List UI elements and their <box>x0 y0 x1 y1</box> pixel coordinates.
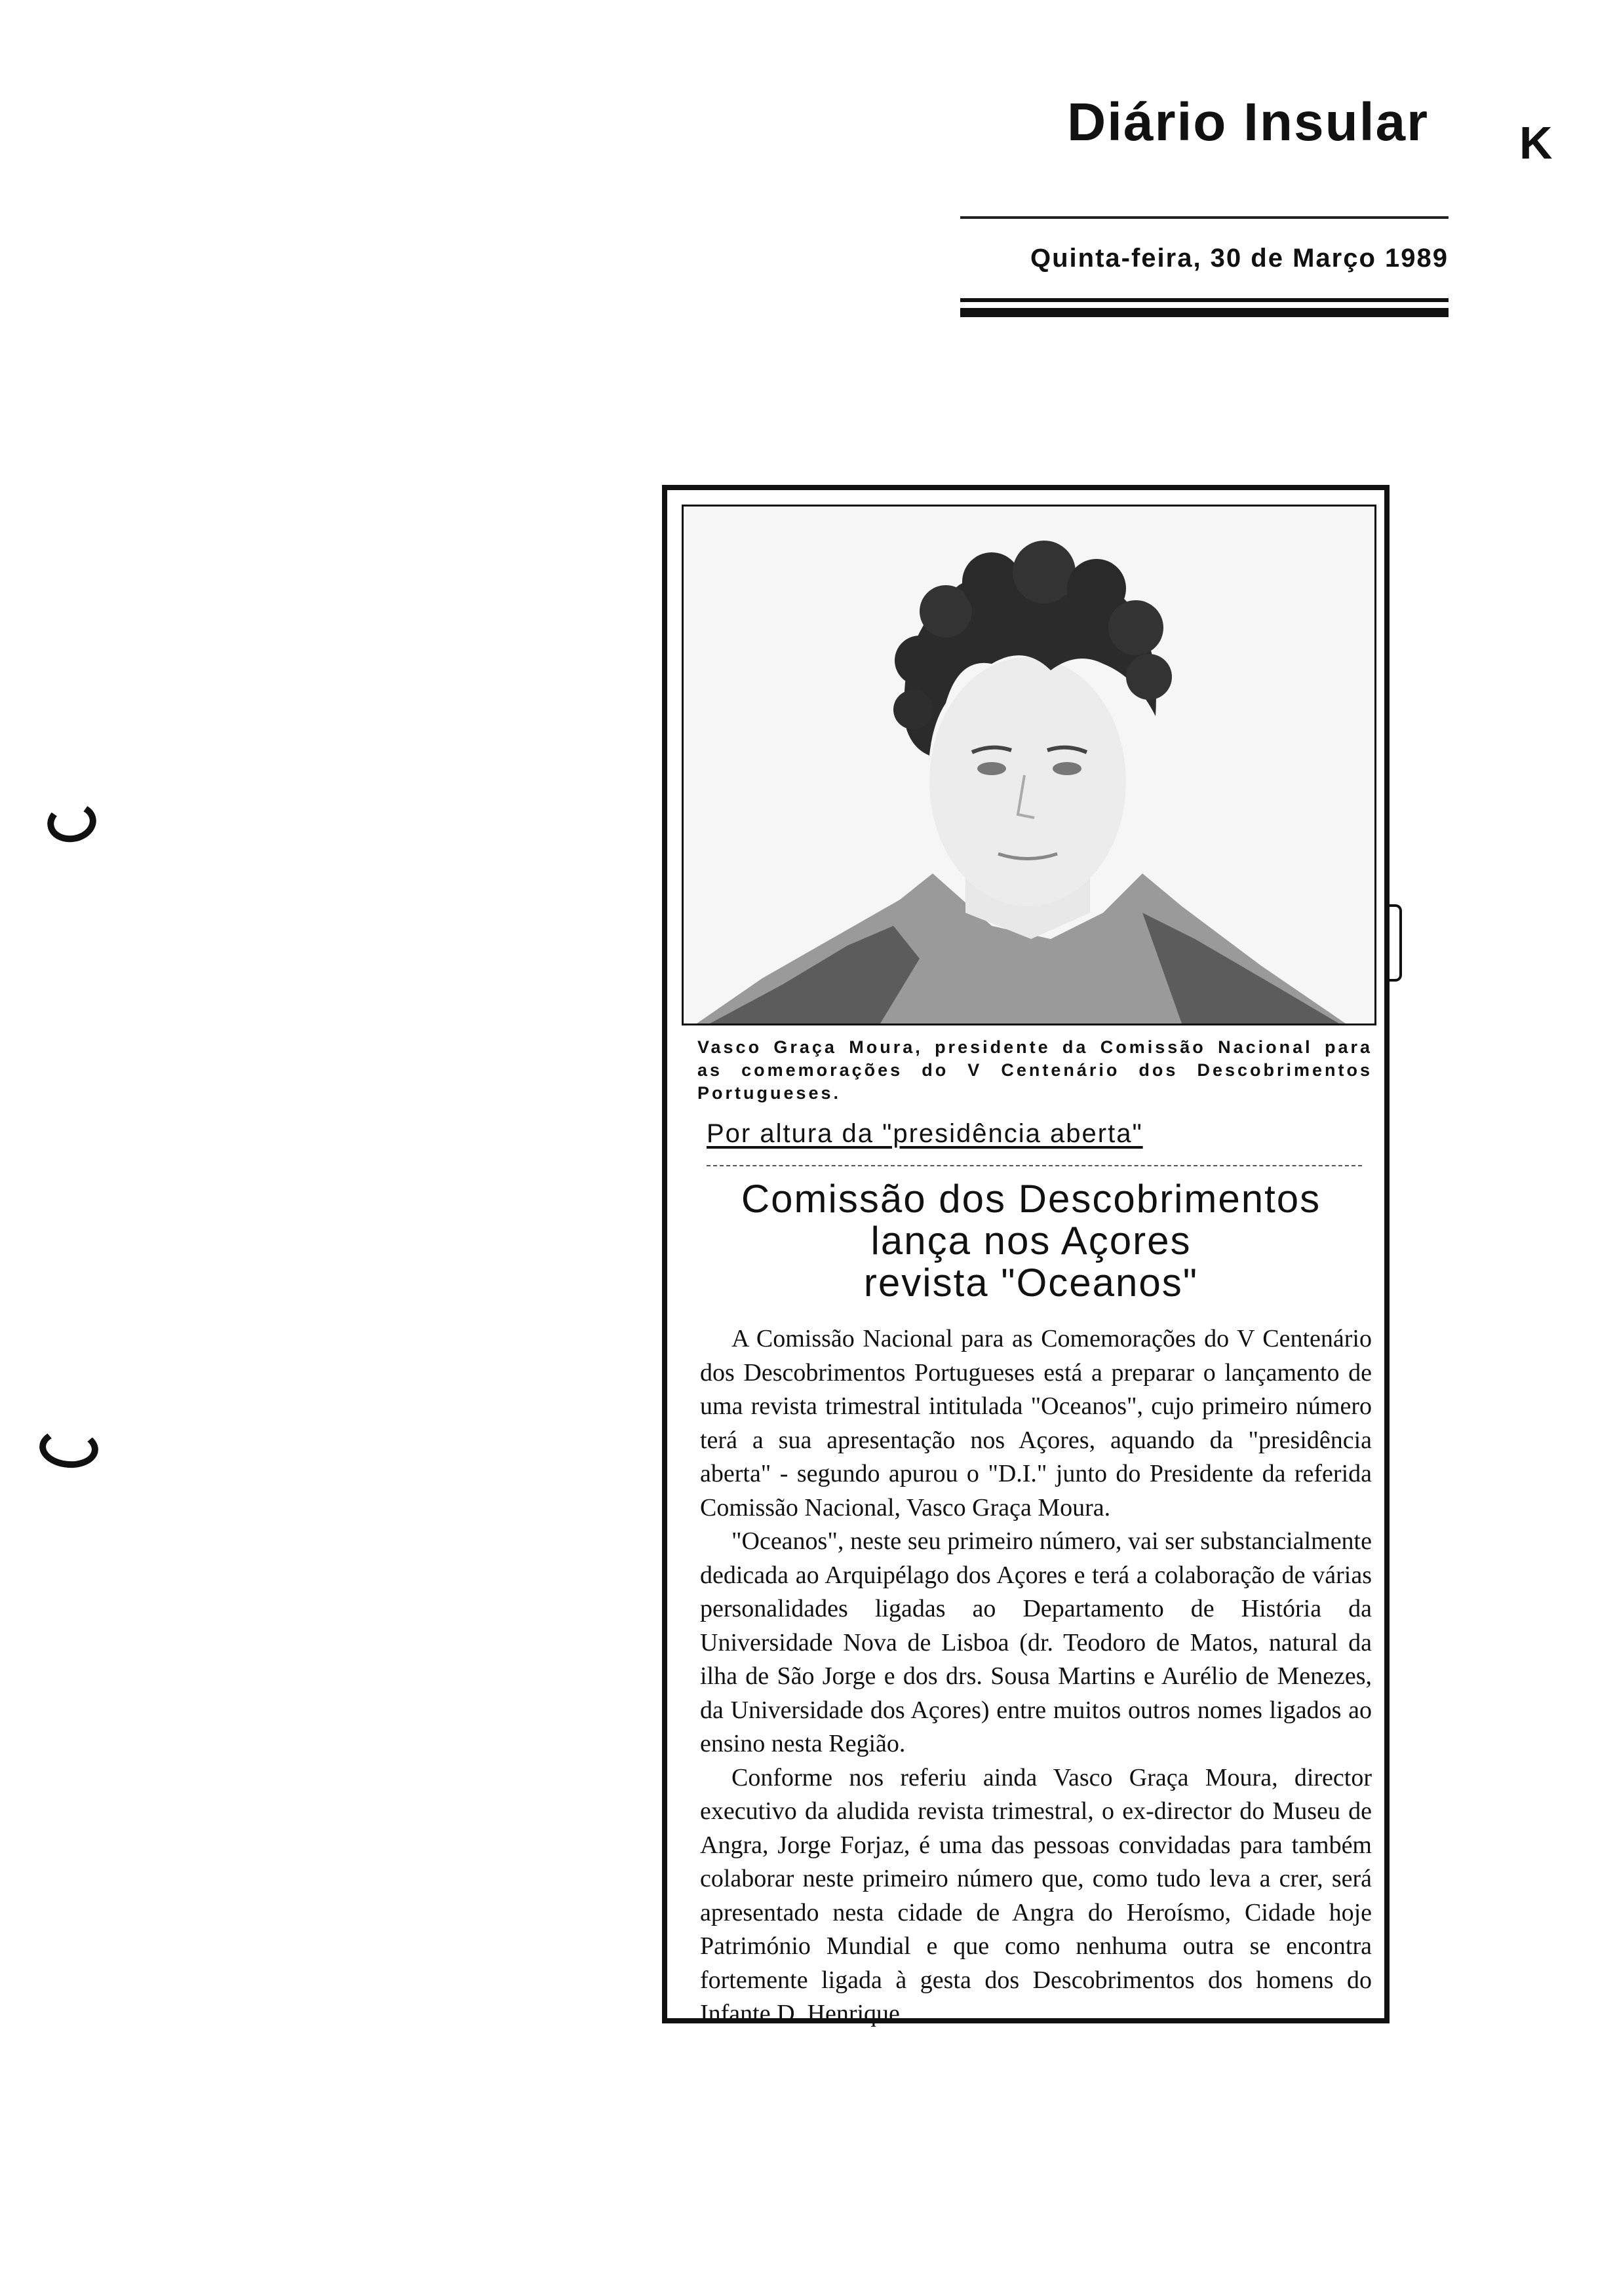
handwritten-corner-mark: K <box>1519 117 1553 168</box>
headline-line-2: lança nos Açores <box>870 1219 1192 1263</box>
body-paragraph-2: "Oceanos", neste seu primeiro número, vai ser substancialmente dedicada ao Arquipélago dos Açores e terá a colaboração de várias personalidades ligadas ao Departamento de História da Universidade Nova de Lisboa (dr. Teodoro de Matos, natural da ilha de São Jorge e dos drs. Sousa Martins e Aurélio de Menezes, da Universidade dos Açores) entre muitos outros nomes ligados ao ensino nesta Região. <box>700 1527 1372 1757</box>
margin-punch-mark <box>44 799 99 846</box>
publication-date: Quinta-feira, 30 de Março 1989 <box>1030 244 1449 273</box>
article-kicker: Por altura da "presidência aberta" <box>707 1119 1143 1148</box>
article-body <box>700 1322 1372 2031</box>
body-paragraph-3: Conforme nos referiu ainda Vasco Graça Moura, director executivo da aludida revista trimestral, o ex-director do Museu de Angra, Jorge Forjaz, é uma das pessoas convidadas para também colaborar neste primeiro número que, como tudo leva a crer, será apresentado nesta cidade de Angra do Heroísmo, Cidade hoje Património Mundial e que como nenhuma outra se encontra fortemente ligada à gesta dos Descobrimentos dos homens do Infante D. Henrique. <box>700 1763 1372 2027</box>
article-clipping <box>662 485 1390 2027</box>
article-photo <box>682 505 1376 1025</box>
body-paragraph-1: A Comissão Nacional para as Comemorações do V Centenário dos Descobrimentos Portugueses está a preparar o lançamento de uma revista trimestral intitulada "Oceanos", cujo primeiro número terá a sua apresentação nos Açores, aquando da "presidência aberta" - segundo apurou o "D.I." junto do Presidente da referida Comissão Nacional, Vasco Graça Moura. <box>700 1325 1372 1521</box>
masthead-rule <box>960 216 1449 219</box>
clipping-edge-mark <box>1388 904 1402 982</box>
article-headline <box>680 1178 1382 1304</box>
photo-caption: Vasco Graça Moura, presidente da Comissão Nacional para as comemorações do V Centenário dos Descobrimentos Portugueses. <box>697 1037 1372 1103</box>
newspaper-title: Diário Insular <box>1066 92 1429 152</box>
headline-line-3: revista "Oceanos" <box>863 1261 1199 1305</box>
kicker-divider <box>707 1165 1362 1166</box>
masthead-double-rule-thick <box>960 308 1449 317</box>
masthead-double-rule-thin <box>960 298 1449 302</box>
margin-punch-mark <box>38 1426 100 1470</box>
headline-line-1: Comissão dos Descobrimentos <box>741 1177 1321 1221</box>
portrait-illustration <box>684 507 1374 1024</box>
